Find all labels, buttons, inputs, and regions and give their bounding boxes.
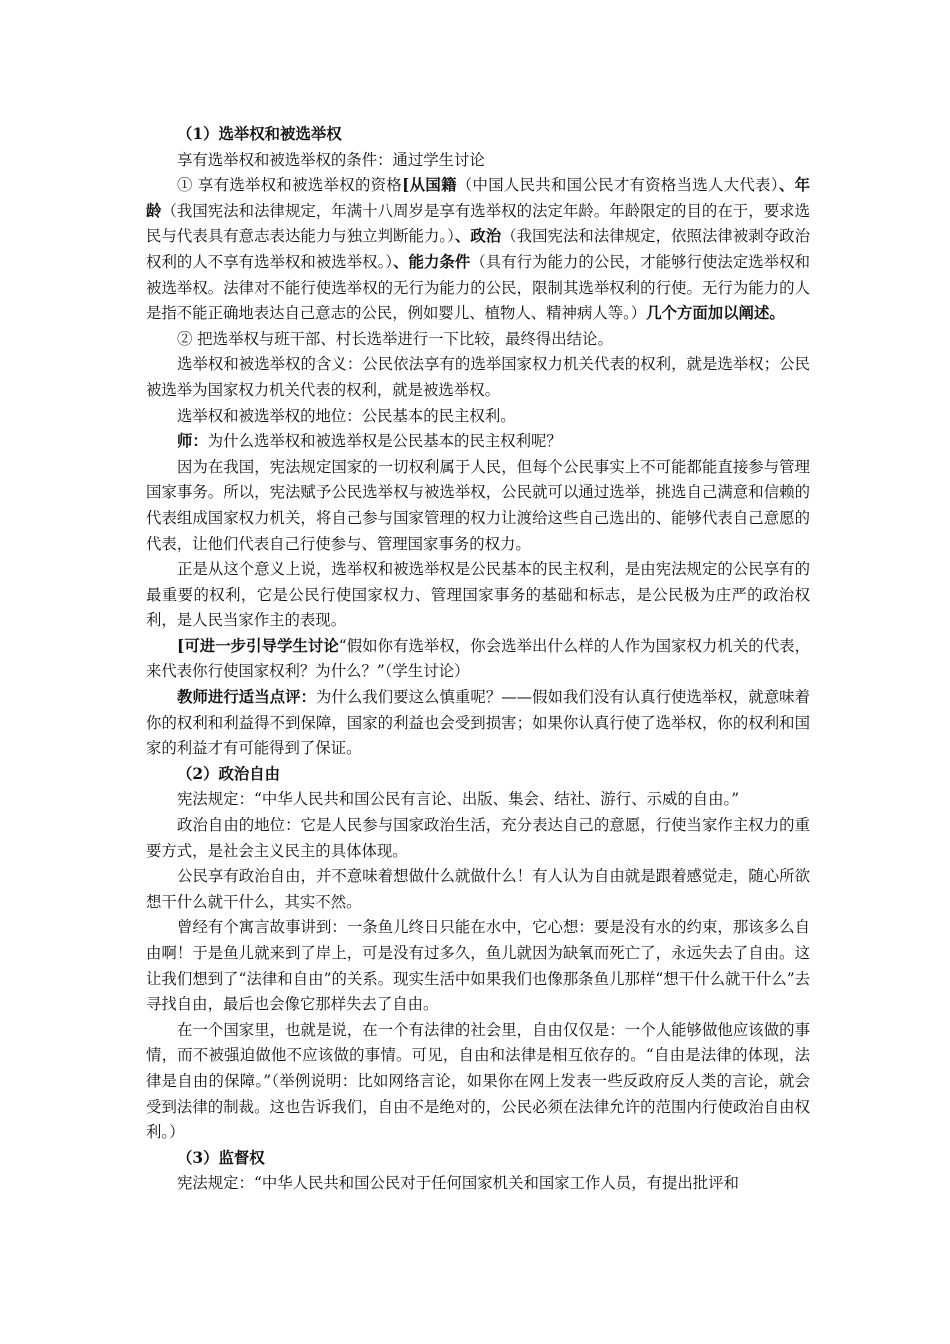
- text-segment: 宪法规定：“中华人民共和国公民有言论、出版、集会、结社、游行、示威的自由。”: [177, 790, 740, 809]
- paragraph: [146, 915, 810, 1017]
- bold-text: 师：: [177, 432, 208, 451]
- bold-text: （2）政治自由: [177, 764, 281, 783]
- paragraph: [146, 1018, 810, 1146]
- paragraph: [146, 429, 810, 455]
- bold-text: 、年龄: [146, 176, 810, 220]
- text-segment: “假如你有选举权，你会选举出什么样的人作为国家权力机关的代表，来代表你行使国家权利？为什么？”（学生讨论）: [146, 636, 810, 681]
- text-segment: （我国宪法和法律规定，年满十八周岁是享有选举权的法定年龄。年龄限定的目的在于，要求选民与代表具有意志表达能力与独立判断能力。）: [146, 201, 810, 246]
- text-segment: 曾经有个寓言故事讲到：一条鱼儿终日只能在水中，它心想：要是没有水的约束，那该多么自由啊！于是鱼儿就来到了岸上，可是没有过多久，鱼儿就因为缺氧而死亡了，永远失去了自由。这让我们想到了“法律和自由”的关系。现实生活中如果我们也像那条鱼儿那样“想干什么就干什么”去寻找自由，最后也会像它那样失去了自由。: [146, 918, 810, 1014]
- text-segment: 选举权和被选举权的地位：公民基本的民主权利。: [177, 406, 516, 425]
- paragraph: [146, 1171, 810, 1197]
- bold-text: [从国籍: [402, 176, 457, 195]
- paragraph: [146, 148, 810, 174]
- paragraph: [146, 173, 810, 327]
- text-segment: 为什么我们要这么慎重呢？——假如我们没有认真行使选举权，就意味着你的权利和利益得不到保障，国家的利益也会受到损害；如果你认真行使了选举权，你的权利和国家的利益才有可能得到了保证。: [146, 688, 810, 758]
- text-segment: 为什么选举权和被选举权是公民基本的民主权利呢？: [207, 432, 562, 451]
- paragraph: [146, 455, 810, 557]
- text-segment: ① 享有选举权和被选举权的资格: [177, 176, 403, 195]
- paragraph: [146, 685, 810, 762]
- paragraph: [146, 762, 810, 788]
- document-body: [146, 122, 810, 1197]
- paragraph: [146, 327, 810, 353]
- paragraph: [146, 1146, 810, 1172]
- bold-text: 、政治: [454, 227, 502, 246]
- bold-text: 、能力条件: [393, 252, 471, 271]
- text-segment: ② 把选举权与班干部、村长选举进行一下比较，最终得出结论。: [177, 329, 613, 348]
- paragraph: [146, 404, 810, 430]
- text-segment: 公民享有政治自由，并不意味着想做什么就做什么！有人认为自由就是跟着感觉走，随心所欲想干什么就干什么，其实不然。: [146, 867, 810, 911]
- text-segment: 正是从这个意义上说，选举权和被选举权是公民基本的民主权利，是由宪法规定的公民享有的最重要的权利，它是公民行使国家权力、管理国家事务的基础和标志，是公民极为庄严的政治权利，是人民当家作主的表现。: [146, 560, 810, 630]
- text-segment: （具有行为能力的公民，才能够行使法定选举权和被选举权。法律对不能行使选举权的无行为能力的公民，限制其选举权利的行使。无行为能力的人是指不能正确地表达自己意志的公民，例如婴儿、植物人、精神病人等。）: [146, 252, 810, 323]
- paragraph: [146, 864, 810, 915]
- paragraph: [146, 122, 810, 148]
- text-segment: （中国人民共和国公民才有资格当选人大代表）: [456, 176, 779, 195]
- paragraph: [146, 634, 810, 685]
- paragraph: [146, 352, 810, 403]
- text-segment: 因为在我国，宪法规定国家的一切权利属于人民，但每个公民事实上不可能都能直接参与管理国家事务。所以，宪法赋予公民选举权与被选举权，公民就可以通过选举，挑选自己满意和信赖的代表组成国家权力机关，将自己参与国家管理的权力让渡给这些自己选出的、能够代表自己意愿的代表，让他们代表自己行使参与、管理国家事务的权力。: [146, 457, 810, 553]
- paragraph: [146, 813, 810, 864]
- paragraph: [146, 557, 810, 634]
- text-segment: 享有选举权和被选举权的条件：通过学生讨论: [177, 150, 485, 169]
- paragraph: [146, 787, 810, 813]
- text-segment: （我国宪法和法律规定，依照法律被剥夺政治权利的人不享有选举权和被选举权。）: [146, 227, 810, 271]
- text-segment: 选举权和被选举权的含义：公民依法享有的选举国家权力机关代表的权利，就是选举权；公民被选举为国家权力机关代表的权利，就是被选举权。: [146, 355, 810, 399]
- text-segment: 政治自由的地位：它是人民参与国家政治生活，充分表达自己的意愿，行使当家作主权力的重要方式，是社会主义民主的具体体现。: [146, 816, 810, 860]
- bold-text: （3）监督权: [177, 1148, 265, 1167]
- text-segment: 宪法规定：“中华人民共和国公民对于任何国家机关和国家工作人员，有提出批评和: [177, 1174, 739, 1193]
- bold-text: （1）选举权和被选举权: [177, 125, 342, 143]
- bold-text: 教师进行适当点评：: [177, 688, 316, 707]
- bold-text: [可进一步引导学生讨论: [177, 636, 339, 655]
- bold-text: 几个方面加以阐述。: [646, 304, 785, 323]
- text-segment: 在一个国家里，也就是说，在一个有法律的社会里，自由仅仅是：一个人能够做他应该做的事情，而不被强迫做他不应该做的事情。可见，自由和法律是相互依存的。“自由是法律的体现，法律是自由的保障。”（举例说明：比如网络言论，如果你在网上发表一些反政府反人类的言论，就会受到法律的制裁。这也告诉我们，自由不是绝对的，公民必须在法律允许的范围内行使政治自由权利。）: [146, 1020, 810, 1142]
